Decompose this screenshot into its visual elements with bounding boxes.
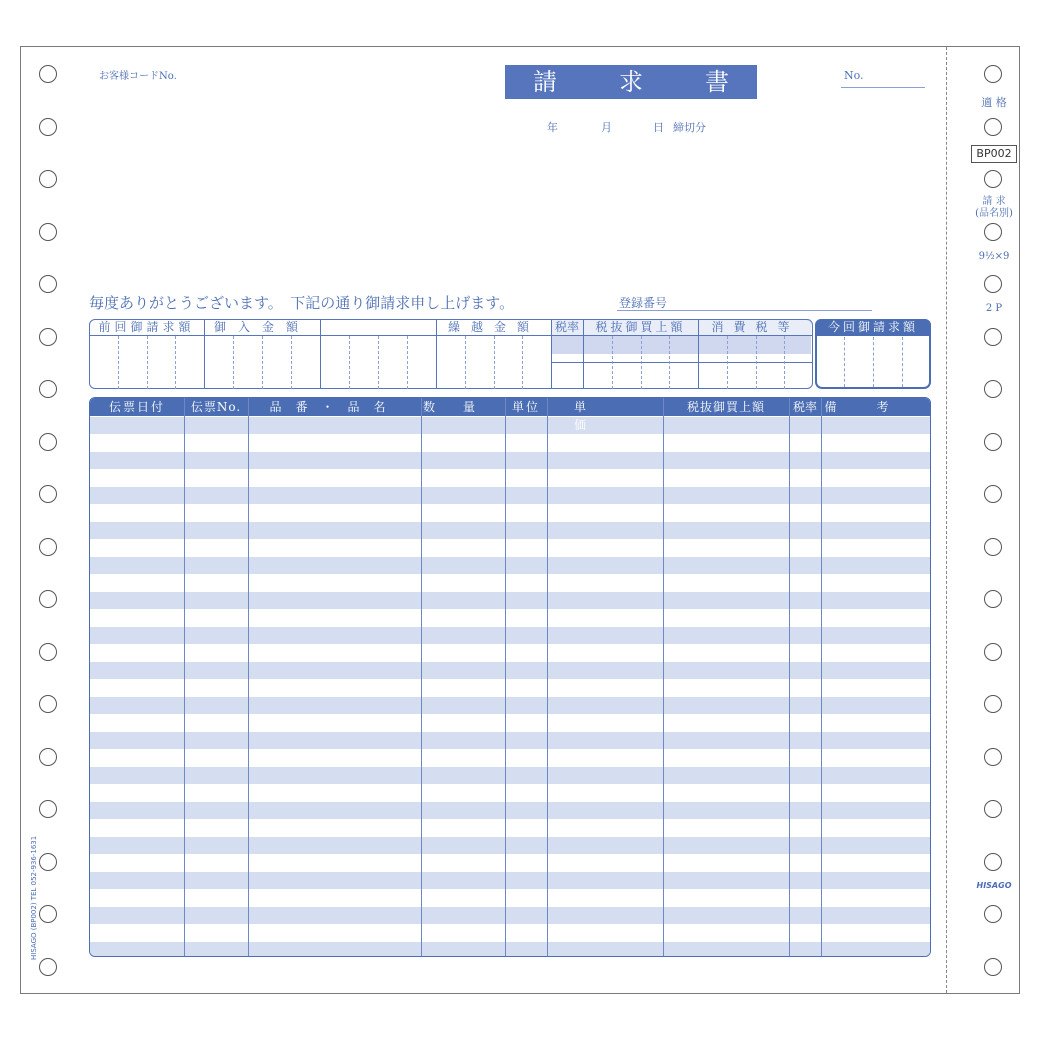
summary-digit-separator [756,336,757,389]
invoice-number-label: No. [844,69,864,82]
summary-digit-separator [727,336,728,389]
summary-digit-separator [378,336,379,389]
side-parts-label: 2 P [985,303,1003,314]
sprocket-hole [984,380,1002,398]
detail-row-stripe [90,557,931,574]
summary-digit-separator [669,336,670,389]
brand-logo: HISAGO [976,881,1012,890]
sprocket-hole [984,643,1002,661]
summary-header-line [89,335,813,336]
title-char-2: 求 [619,68,643,96]
detail-column-divider [663,398,664,957]
side-form-code: BP002 [971,145,1017,163]
date-month-label: 月 [601,121,612,134]
sprocket-hole [984,905,1002,923]
detail-row-stripe [90,487,931,504]
sprocket-hole [39,170,57,188]
sprocket-hole [984,485,1002,503]
detail-header-pretax-purchase: 税抜御買上額 [686,400,765,414]
sprocket-hole [39,853,57,871]
sprocket-hole [39,380,57,398]
closing-label: 締切分 [673,121,706,134]
summary-digit-separator [902,337,903,387]
summary-table [89,319,931,389]
summary-digit-separator [291,336,292,389]
sprocket-hole [984,275,1002,293]
summary-digit-separator [612,336,613,389]
summary-digit-separator [641,336,642,389]
sprocket-hole [39,748,57,766]
detail-header-tax-rate: 税率 [792,400,817,414]
summary-digit-separator [844,337,845,387]
sprocket-hole [984,695,1002,713]
perforation-line [946,47,947,993]
sprocket-hole [984,170,1002,188]
detail-row-stripe [90,697,931,714]
sprocket-hole [39,485,57,503]
detail-row-stripe [90,802,931,819]
sprocket-hole [39,643,57,661]
detail-header-unit-price: 単価 [573,400,636,432]
date-day-label: 日 [653,121,664,134]
summary-digit-separator [407,336,408,389]
summary-digit-separator [465,336,466,389]
detail-column-divider [421,398,422,957]
summary-header-current-billing: 今回御請求額 [815,319,931,336]
sprocket-hole [984,958,1002,976]
detail-row-stripe [90,522,931,539]
invoice-number-line [841,87,925,88]
detail-row-stripe [90,452,931,469]
sprocket-hole [984,853,1002,871]
detail-row-stripe [90,767,931,784]
summary-header-prev-billing: 前回御請求額 [98,320,195,334]
sprocket-hole [984,538,1002,556]
summary-digit-separator [147,336,148,389]
title-char-1: 請 [533,68,557,96]
sprocket-hole [984,800,1002,818]
document-title [505,65,757,99]
date-year-label: 年 [547,121,558,134]
summary-digit-separator [233,336,234,389]
sprocket-hole [39,905,57,923]
sprocket-hole [984,118,1002,136]
summary-digit-separator [522,336,523,389]
sprocket-hole [984,223,1002,241]
detail-row-stripe [90,732,931,749]
summary-header-tax-rate: 税率 [554,320,579,334]
detail-row-stripe [90,627,931,644]
summary-digit-separator [118,336,119,389]
margin-imprint: HISAGO (BP002) TEL 052-936-1631 [30,835,38,960]
sprocket-hole [984,65,1002,83]
sprocket-hole [984,328,1002,346]
summary-header-consumption-tax: 消費税等 [711,320,800,334]
sprocket-hole [39,958,57,976]
detail-header-remarks: 備考 [824,400,929,414]
summary-digit-separator [349,336,350,389]
greeting-text: 毎度ありがとうございます。 下記の通り御請求申し上げます。 [89,294,515,312]
side-size-label: 9½×9 [978,251,1010,262]
summary-mid-line [551,362,813,363]
detail-column-divider [184,398,185,957]
invoice-form-sheet [20,46,1020,994]
detail-row-stripe [90,837,931,854]
detail-header-item-name: 品番・品名 [269,400,400,414]
detail-row-stripe [90,417,931,434]
sprocket-hole [39,590,57,608]
sprocket-hole [984,590,1002,608]
detail-table [89,397,931,957]
detail-column-divider [505,398,506,957]
detail-header-slip-no: 伝票No. [190,400,242,414]
registration-number-label: 登録番号 [619,296,668,310]
detail-column-divider [789,398,790,957]
sprocket-hole [39,800,57,818]
summary-digit-separator [175,336,176,389]
sprocket-hole [39,538,57,556]
summary-header-pretax-purchase: 税抜御買上額 [595,320,686,334]
side-form-name: 請 求 [982,196,1006,207]
summary-digit-separator [262,336,263,389]
detail-column-divider [248,398,249,957]
sprocket-hole [39,433,57,451]
summary-header-blank [320,319,436,335]
detail-row-stripe [90,662,931,679]
detail-row-stripe [90,592,931,609]
sprocket-hole [39,695,57,713]
side-form-sub: (品名別) [975,208,1013,219]
sprocket-hole [39,275,57,293]
customer-code-label: お客様コードNo. [99,71,177,82]
detail-row-stripe [90,942,931,957]
sprocket-hole [39,65,57,83]
summary-header-payment: 御入金額 [213,320,310,334]
detail-header-quantity: 数量 [422,400,503,414]
sprocket-hole [39,328,57,346]
detail-row-stripe [90,872,931,889]
summary-digit-separator [494,336,495,389]
registration-number-line [617,310,872,311]
summary-header-carryover: 繰越金額 [447,320,540,334]
summary-digit-separator [784,336,785,389]
sprocket-hole [39,223,57,241]
title-char-3: 書 [705,68,729,96]
sprocket-hole [984,748,1002,766]
detail-header-unit: 単位 [511,400,540,414]
summary-digit-separator [873,337,874,387]
side-spec-label: 適 格 [981,96,1007,109]
detail-header-slip-date: 伝票日付 [108,400,165,414]
sprocket-hole [39,118,57,136]
detail-row-stripe [90,907,931,924]
detail-column-divider [547,398,548,957]
sprocket-hole [984,433,1002,451]
detail-column-divider [821,398,822,957]
